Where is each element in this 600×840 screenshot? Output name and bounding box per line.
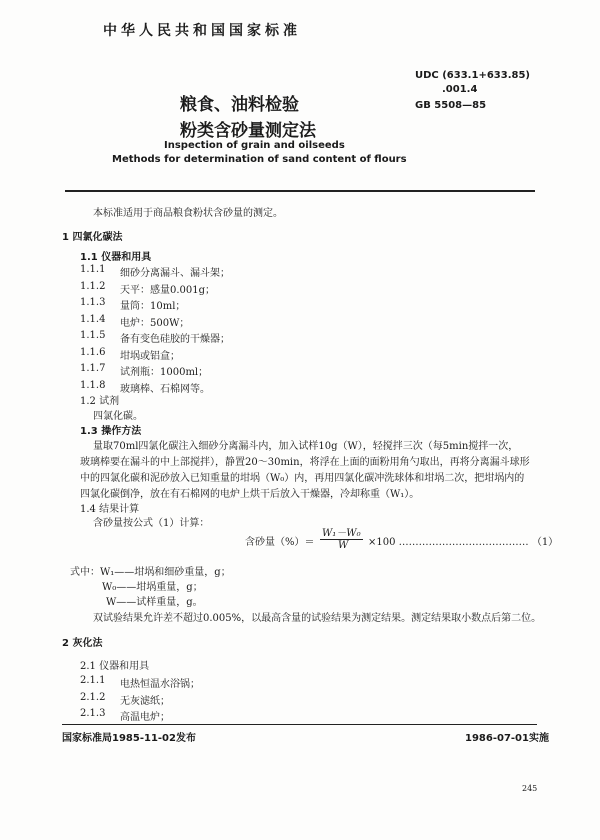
where-line: W₀——坩埚重量，g； [102, 582, 203, 593]
gb-number: GB 5508—85 [415, 100, 487, 111]
item-text: 高温电炉； [120, 712, 170, 723]
item-number: 1.1.1 [80, 264, 106, 275]
procedure-line: 中的四氯化碳和泥砂放入已知重量的坩埚（W₀）内，再用四氯化碳冲洗球体和坩埚二次，把坩埚内的 [80, 473, 525, 484]
item-number: 1.1.6 [80, 346, 106, 358]
item-text: 无灰滤纸； [120, 695, 170, 707]
formula-denominator: W [338, 540, 349, 551]
procedure-line: 量取70ml四氯化碳注入细砂分离漏斗内，加入试样10g（W），轻搅拌三次（每5min搅拌一次， [93, 441, 519, 452]
intro: 本标准适用于商品粮食粉状含砂量的测定。 [93, 208, 283, 219]
item-text: 量筒：10ml； [120, 301, 186, 312]
english-title-2: Methods for determination of sand content of flours [112, 154, 407, 165]
where-line: 式中：W₁——坩埚和细砂重量，g； [70, 567, 231, 578]
title-line-1: 粮食、油料检验 [180, 95, 299, 115]
section-1: 1 四氯化碳法 [62, 232, 123, 243]
udc-code-2: .001.4 [442, 84, 478, 95]
item-number: 1.1.7 [80, 363, 106, 374]
section-1-3: 1.3 操作方法 [80, 426, 142, 437]
item-number: 2.1.2 [80, 691, 106, 703]
section-2-1: 2.1 仪器和用具 [80, 661, 150, 672]
tolerance: 双试验结果允许差不超过0.005%，以最高含量的试验结果为测定结果。测定结果取小数点后第二位。 [93, 613, 542, 624]
issued-date: 国家标准局1985-11-02发布 [62, 733, 196, 744]
section-1-1: 1.1 仪器和用具 [80, 252, 152, 263]
effective-date: 1986-07-01实施 [465, 733, 549, 744]
section-2: 2 灰化法 [62, 638, 103, 649]
title-line-2: 粉类含砂量测定法 [180, 121, 316, 141]
org-header: 中华人民共和国国家标准 [103, 23, 301, 39]
section-1-4: 1.4 结果计算 [80, 504, 140, 515]
item-text: 备有变色硅胶的干燥器； [120, 334, 230, 345]
formula-numerator: W₁－W₀ [320, 524, 363, 540]
item-number: 1.1.3 [80, 297, 106, 308]
procedure-line: 玻璃棒要在漏斗的中上部搅拌），静置20～30min，将浮在上面的面粉用角勺取出，再将分离漏斗球形 [80, 457, 530, 468]
item-text: 坩埚或铝盒； [120, 350, 180, 362]
item-text: 电热恒温水浴锅； [120, 679, 200, 690]
english-title-1: Inspection of grain and oilseeds [164, 140, 345, 151]
item-number: 2.1.1 [80, 675, 106, 686]
reagent: 四氯化碳。 [93, 411, 143, 422]
section-1-2: 1.2 试剂 [80, 396, 120, 407]
footer-rule [62, 724, 537, 725]
item-number: 2.1.3 [80, 708, 106, 719]
header-rule [65, 190, 535, 192]
procedure-line: 四氯化碳倒净，放在有石棉网的电炉上烘干后放入干燥器，冷却称重（W₁）。 [80, 489, 420, 500]
item-number: 1.1.4 [80, 313, 106, 325]
item-number: 1.1.8 [80, 379, 106, 391]
item-text: 电炉：500W； [120, 317, 190, 329]
item-text: 试剂瓶：1000ml； [120, 367, 209, 378]
formula-right: ×100 ………………………………… （1） [368, 537, 559, 548]
item-text: 细砂分离漏斗、漏斗架； [120, 268, 230, 279]
udc-code: UDC (633.1+633.85) [415, 70, 530, 81]
item-number: 1.1.2 [80, 280, 106, 292]
item-text: 天平：感量0.001g； [120, 284, 216, 296]
item-text: 玻璃棒、石棉网等。 [120, 383, 210, 395]
item-number: 1.1.5 [80, 330, 106, 341]
page-number: 245 [522, 784, 538, 793]
formula-left: 含砂量（%）＝ [245, 537, 315, 548]
calc-intro: 含砂量按公式（1）计算： [93, 518, 210, 529]
where-line: W——试样重量，g。 [106, 597, 203, 608]
